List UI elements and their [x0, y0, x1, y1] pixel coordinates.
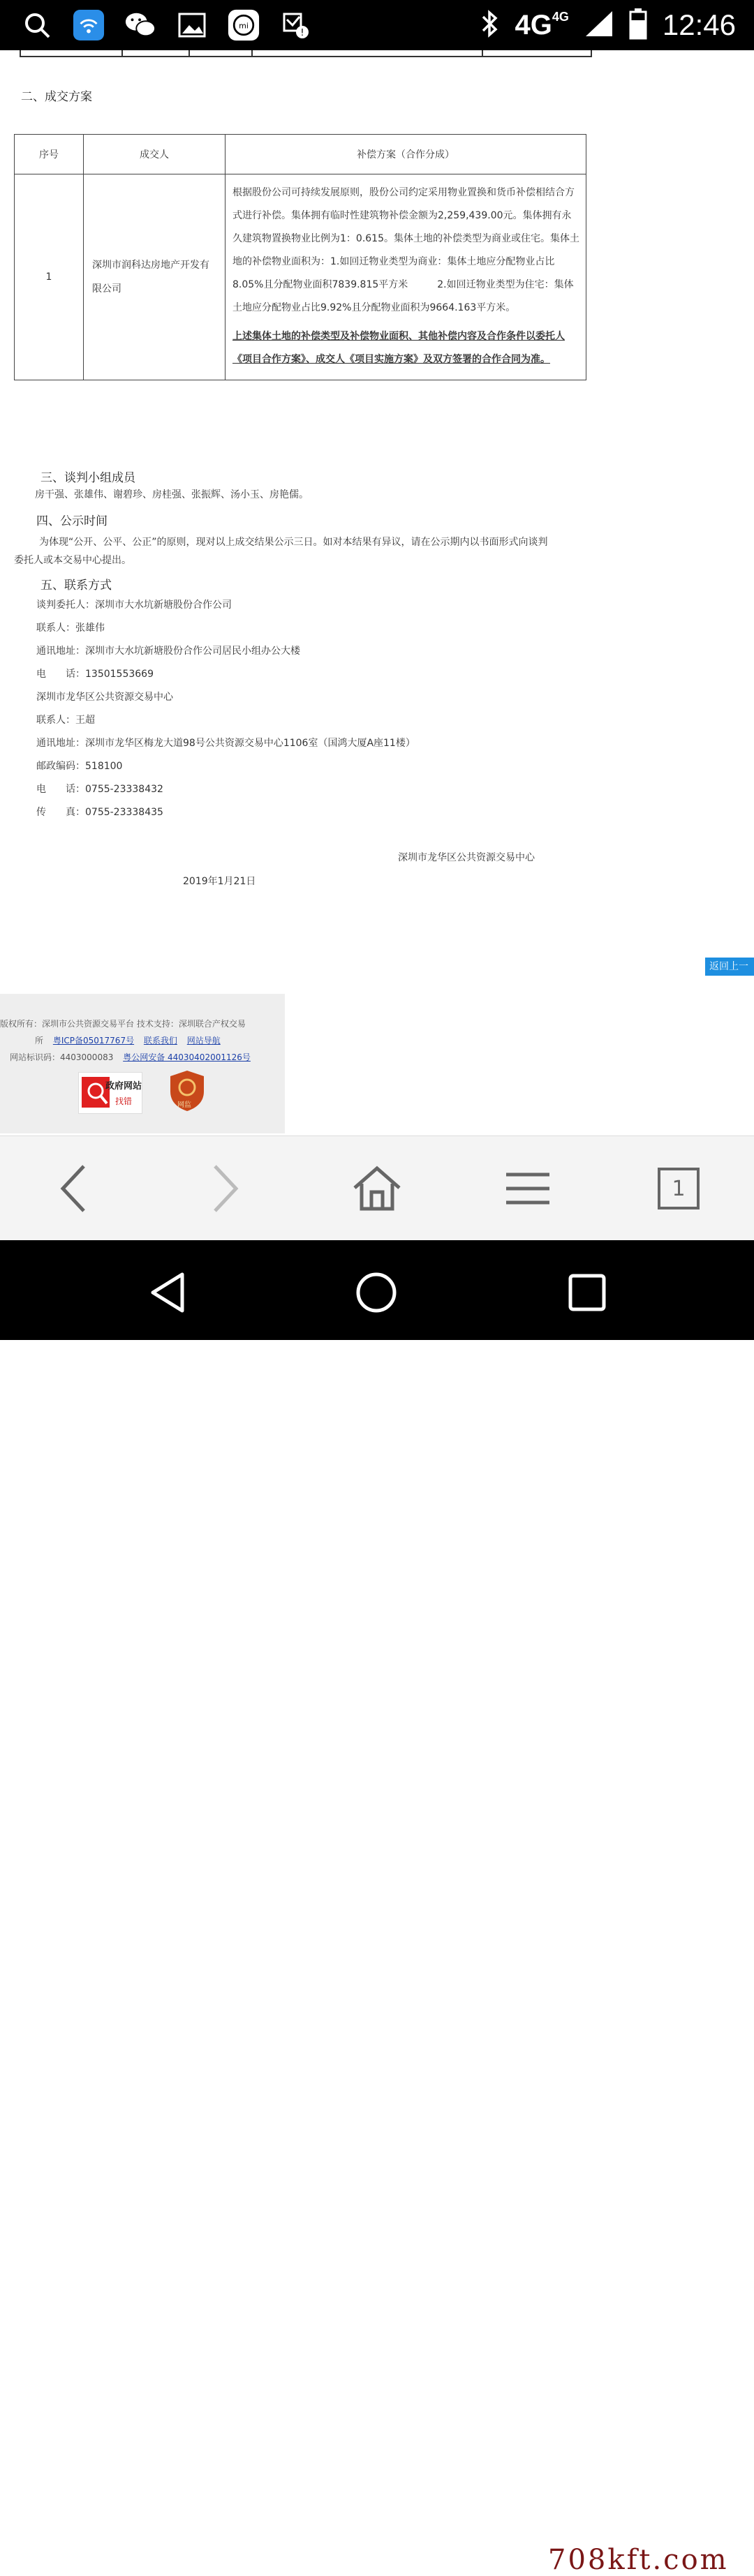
contact-line: 电 话：13501553669 — [36, 669, 154, 680]
contact-line: 联系人：张雄伟 — [36, 623, 105, 634]
svg-text:!: ! — [300, 28, 304, 38]
contact-line: 深圳市龙华区公共资源交易中心 — [36, 692, 173, 703]
section3-members: 房干强、张雄伟、谢碧珍、房桂强、张振辉、汤小玉、房艳儒。 — [35, 489, 309, 500]
section5-title: 五、联系方式 — [40, 579, 112, 593]
nav-recents-icon — [566, 1272, 608, 1313]
tab-count: 1 — [672, 1176, 686, 1201]
signature-date: 2019年1月21日 — [183, 876, 256, 887]
wifi-app-icon — [73, 9, 105, 41]
row-plan — [226, 174, 586, 380]
notification-badge-icon — [279, 9, 311, 41]
battery-icon — [629, 8, 647, 43]
forward-button[interactable] — [190, 1154, 260, 1223]
page-content[interactable] — [0, 50, 754, 1136]
previous-table-bottom — [20, 50, 592, 57]
watermark-url: 708kft.com — [548, 2544, 729, 2576]
network-type: $4G^{4G}$ — [515, 9, 569, 40]
nav-home-button[interactable] — [345, 1261, 408, 1324]
site-nav-link[interactable]: 网站导航 — [186, 1036, 221, 1045]
back-arrow-icon — [53, 1161, 95, 1216]
footer-copyright: 版权所有：深圳市公共资源交易平台 技术支持：深圳联合产权交易 — [0, 1019, 246, 1029]
watermark-title: 深圳小产权信息网 — [506, 2518, 725, 2549]
row-party: 深圳市润科达房地产开发有限公司 — [84, 174, 226, 380]
shield-text: 网监 — [177, 1101, 191, 1109]
contact-line: 通讯地址：深圳市龙华区梅龙大道98号公共资源交易中心1106室（国鸿大厦A座11楼） — [36, 738, 415, 749]
contact-line: 通讯地址：深圳市大水坑新塘股份合作公司居民小组办公大楼 — [36, 646, 300, 657]
contact-us-link[interactable]: 联系我们 — [143, 1036, 177, 1045]
nav-back-button[interactable] — [137, 1261, 200, 1324]
tabs-button[interactable] — [644, 1154, 714, 1223]
police-shield-badge[interactable] — [168, 1069, 207, 1112]
status-bar — [0, 0, 754, 50]
section4-text: 为体现“公开、公平、公正”的原则，现对以上成交结果公示三日。如对本结果有异议，请在公示期内以书面形式向谈判委托人或本交易中心提出。 — [14, 537, 548, 566]
section2-title: 二、成交方案 — [21, 90, 92, 104]
plan-text: 根据股份公司可持续发展原则，股份公司约定采用物业置换和货币补偿相结合方式进行补偿。集体拥有临时性建筑物补偿金额为2,259,439.00元。集体拥有永久建筑物置换物业比例为1：0.615。集体土地的补偿类型为商业或住宅。集体土地的补偿物业面积为：1.如回迁物业类型为商业：集体土地应分配物业占比8.05%且分配物业面积7839.815平方米 2.如回迁物业类型为住宅：集体土地应分配物业占比9.92%且分配物业面积为9664.163平方米。 — [232, 187, 579, 313]
contact-line: 传 真：0755-23338435 — [36, 807, 163, 818]
search-icon — [21, 9, 53, 41]
signal-icon — [584, 10, 614, 40]
forward-arrow-icon — [204, 1161, 246, 1216]
table-header-row — [15, 135, 586, 174]
gov-badge-line1: 政府网站 — [105, 1081, 142, 1092]
menu-icon — [503, 1169, 552, 1208]
footer-links — [35, 1034, 221, 1046]
contact-line: 邮政编码：518100 — [36, 761, 123, 772]
gallery-icon — [176, 9, 208, 41]
plan-underlined-text: 上述集体土地的补偿类型及补偿物业面积、其他补偿内容及合作条件以委托人《项目合作方案》、成交人《项目实施方案》及双方签署的合作合同为准。 — [232, 331, 565, 365]
section4-title: 四、公示时间 — [36, 514, 108, 528]
deal-table — [14, 134, 586, 380]
home-button[interactable] — [342, 1154, 412, 1223]
back-to-top-button[interactable]: 返回上一 — [705, 958, 754, 976]
footer-suo: 所 — [35, 1036, 44, 1045]
header-index: 序号 — [15, 135, 84, 174]
signature-org: 深圳市龙华区公共资源交易中心 — [398, 852, 535, 863]
section3-title: 三、谈判小组成员 — [40, 471, 135, 485]
browser-toolbar — [0, 1136, 754, 1241]
contact-line: 谈判委托人：深圳市大水坑新塘股份合作公司 — [36, 600, 232, 611]
icp-link[interactable]: 粤ICP备05017767号 — [52, 1036, 135, 1045]
nav-recents-button[interactable] — [556, 1261, 619, 1324]
system-nav-bar — [0, 1240, 754, 2576]
bluetooth-icon — [480, 8, 500, 42]
gov-badge-line2: 找错 — [115, 1096, 133, 1106]
home-icon — [350, 1164, 404, 1213]
table-row — [15, 174, 586, 380]
back-button[interactable] — [39, 1154, 109, 1223]
site-footer — [0, 994, 285, 1133]
row-index: 1 — [15, 174, 84, 380]
footer-site-id: 网站标识码：4403000083 — [10, 1052, 114, 1062]
nav-back-icon — [147, 1270, 189, 1315]
clock: 12:46 — [662, 8, 736, 41]
contact-line: 联系人：王超 — [36, 715, 95, 726]
header-party: 成交人 — [84, 135, 226, 174]
footer-site-id-row — [10, 1051, 251, 1063]
nav-home-icon — [354, 1270, 399, 1315]
mi-app-icon — [228, 9, 260, 41]
police-record-link[interactable]: 粤公网安备 44030402001126号 — [123, 1052, 251, 1062]
header-plan: 补偿方案（合作分成） — [226, 135, 586, 174]
gov-site-error-badge[interactable] — [78, 1072, 142, 1114]
menu-button[interactable] — [493, 1154, 563, 1223]
contact-line: 电 话：0755-23338432 — [36, 784, 163, 795]
table-cutoff — [7, 438, 614, 459]
svg-text:mi: mi — [239, 21, 249, 31]
wechat-icon — [124, 9, 156, 41]
